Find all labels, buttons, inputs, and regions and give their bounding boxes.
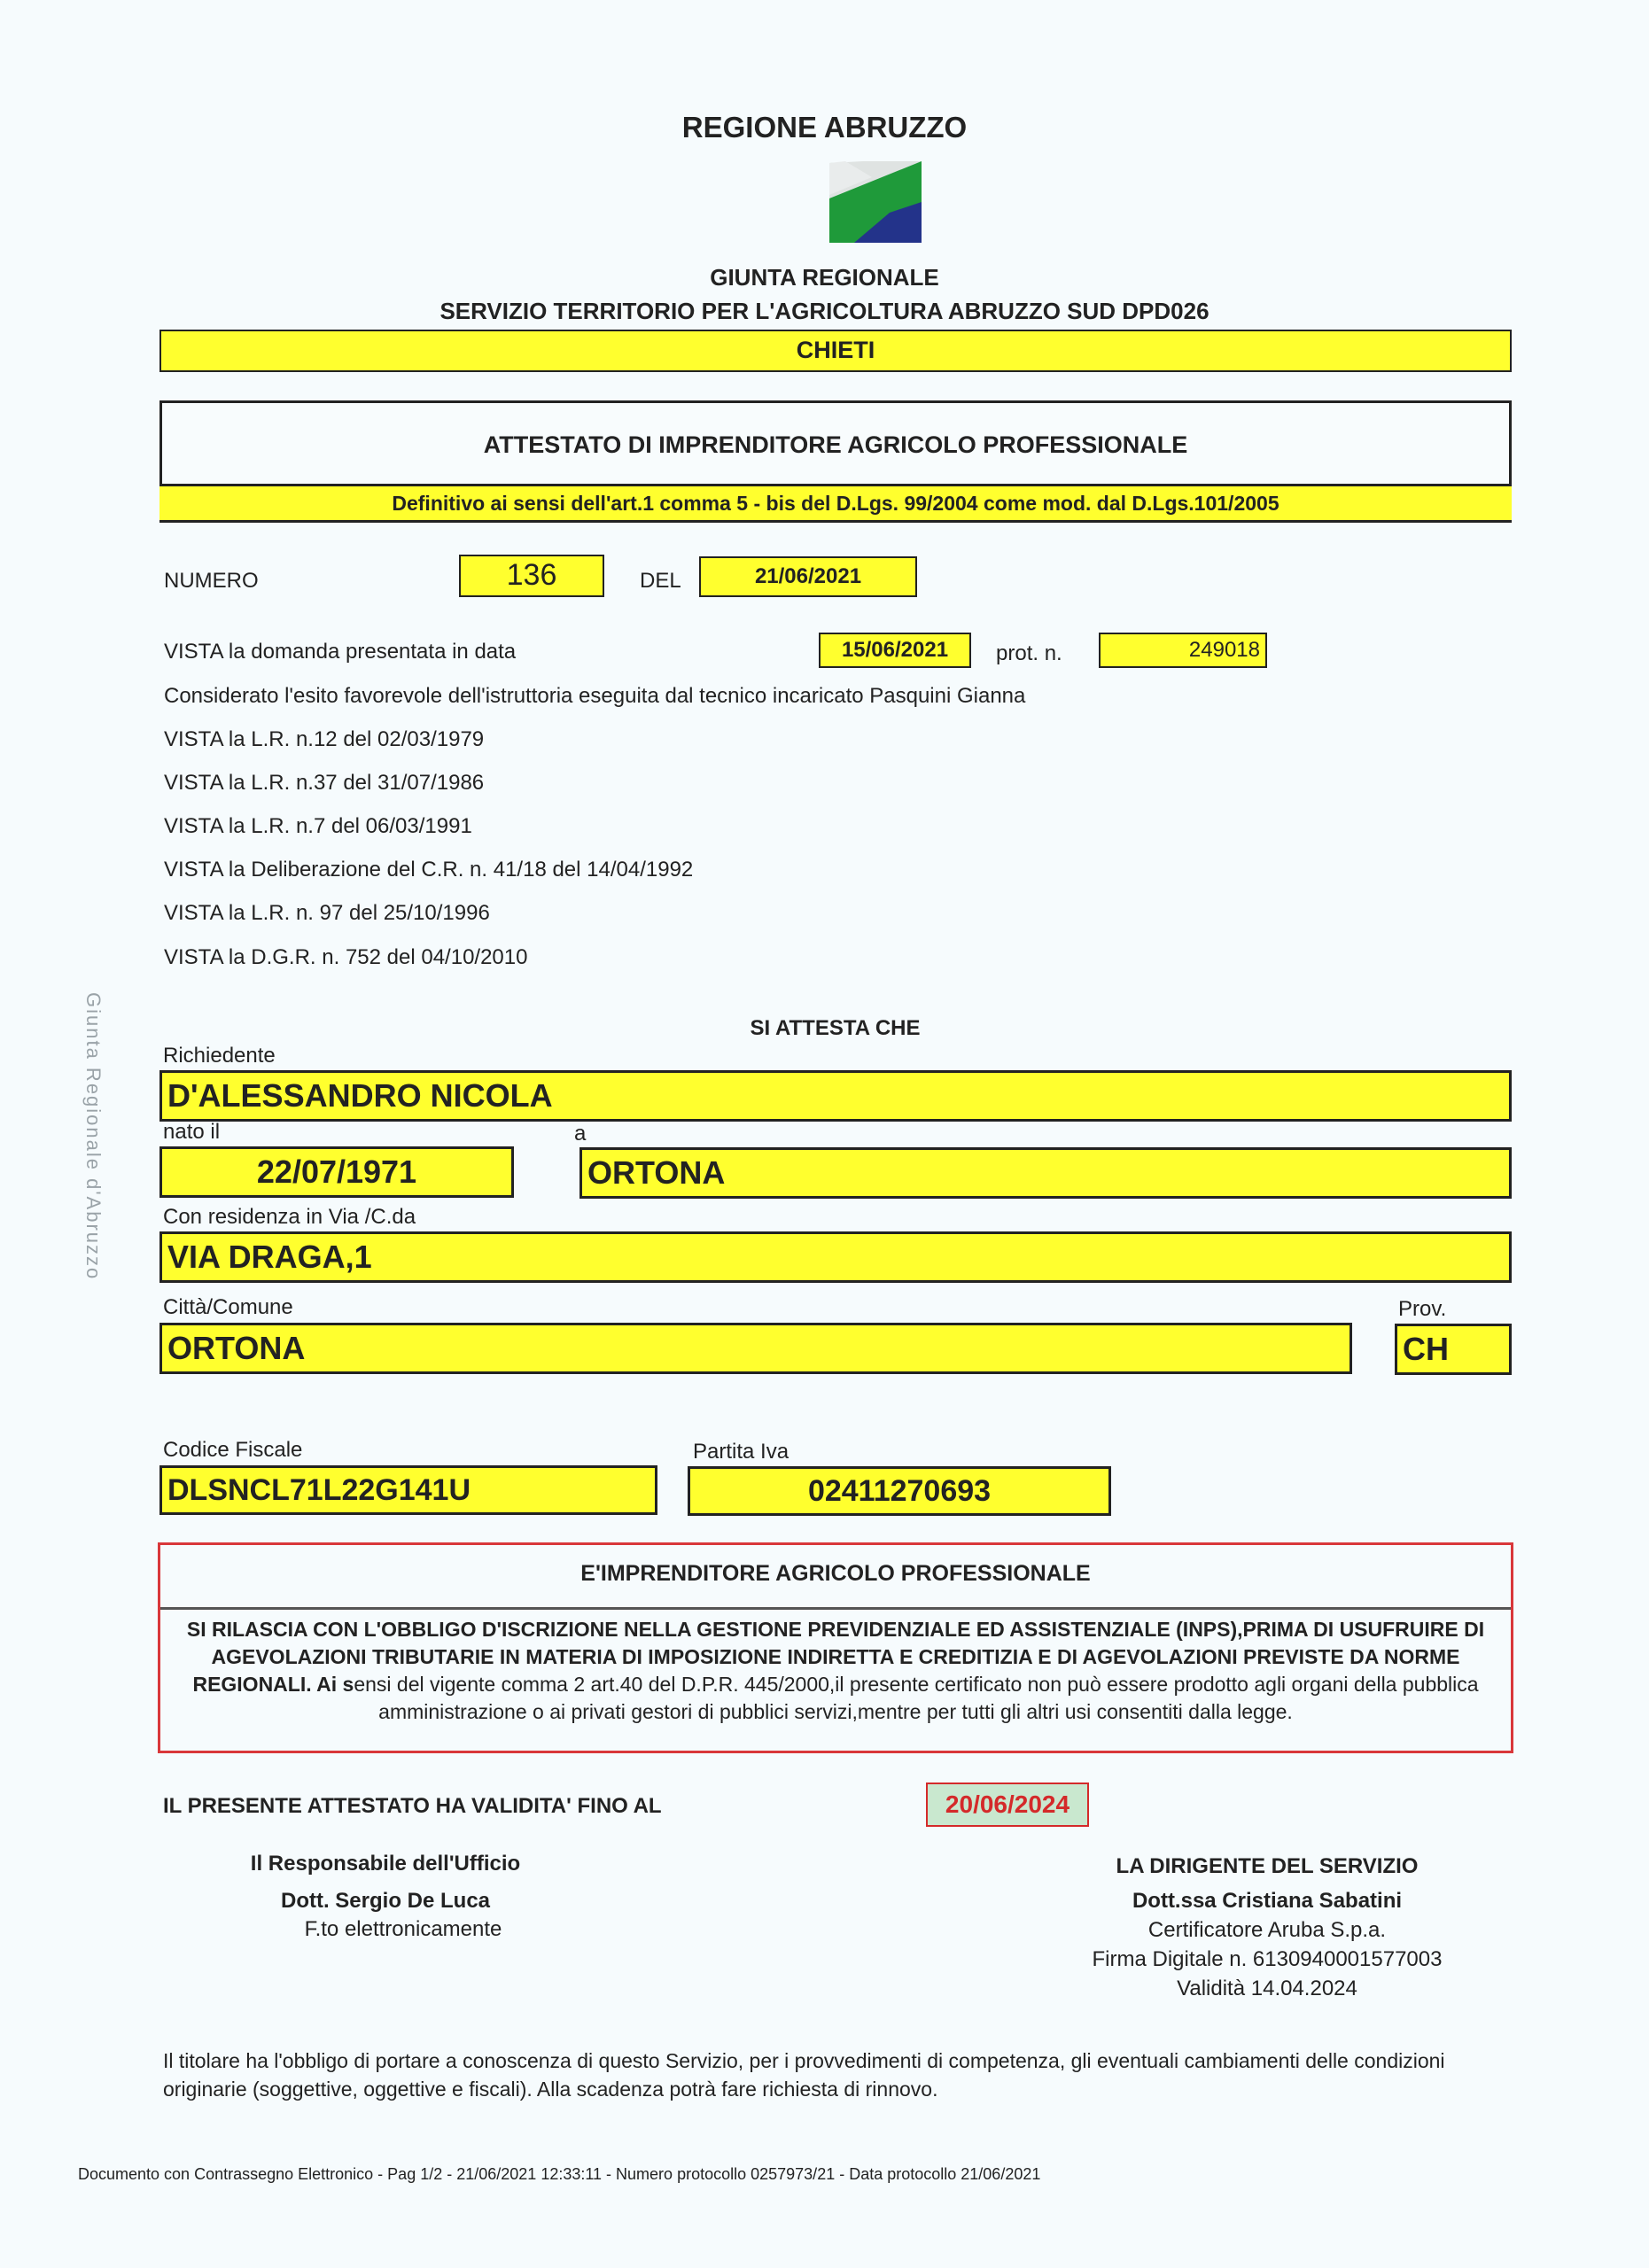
del-label: DEL bbox=[640, 569, 681, 593]
numero-date: 21/06/2021 bbox=[699, 556, 917, 597]
prot-label: prot. n. bbox=[996, 641, 1062, 665]
office-bar: CHIETI bbox=[159, 330, 1512, 372]
service-name: SERVIZIO TERRITORIO PER L'AGRICOLTURA ABRUZZO SUD DPD026 bbox=[439, 298, 1210, 324]
validity-label: IL PRESENTE ATTESTATO HA VALIDITA' FINO AL bbox=[163, 1794, 662, 1818]
left-signature-name: Dott. Sergio De Luca bbox=[280, 1889, 491, 1913]
right-signature-certifier: Certificatore Aruba S.p.a. bbox=[1147, 1918, 1387, 1942]
prov-label: Prov. bbox=[1398, 1297, 1447, 1321]
vista-item: VISTA la L.R. n.7 del 06/03/1991 bbox=[164, 814, 472, 838]
legal-basis-bar: Definitivo ai sensi dell'art.1 comma 5 - bis del D.Lgs. 99/2004 come mod. dal D.Lgs.101/2005 bbox=[159, 484, 1512, 523]
right-signature bbox=[1046, 1852, 1489, 2003]
considerato-text: Considerato l'esito favorevole dell'istruttoria eseguita dal tecnico incaricato Pasquini Gianna bbox=[164, 684, 1026, 708]
domanda-date: 15/06/2021 bbox=[819, 633, 971, 668]
certificate-title: ATTESTATO DI IMPRENDITORE AGRICOLO PROFESSIONALE bbox=[483, 431, 1188, 458]
a-label: a bbox=[574, 1122, 587, 1146]
title-box bbox=[159, 400, 1512, 523]
citta-label: Città/Comune bbox=[163, 1295, 293, 1319]
status-text-normal: ensi del vigente comma 2 art.40 del D.P.R. 445/2000,il presente certificato non può essere prodotto agli organi della pubblica amministrazione o ai privati gestori di pubblici servizi,mentre per tutti gli altri usi consentiti dalla legge. bbox=[354, 1673, 1479, 1723]
right-signature-number: Firma Digitale n. 6130940001577003 bbox=[1092, 1947, 1443, 1971]
city: ORTONA bbox=[159, 1323, 1352, 1374]
partita-iva: 02411270693 bbox=[688, 1466, 1111, 1516]
vista-item: VISTA la Deliberazione del C.R. n. 41/18 del 14/04/1992 bbox=[164, 858, 694, 882]
birth-place: ORTONA bbox=[579, 1147, 1512, 1199]
left-signature bbox=[195, 1852, 576, 1942]
address: VIA DRAGA,1 bbox=[159, 1231, 1512, 1283]
numero-value: 136 bbox=[459, 555, 604, 597]
richiedente-label: Richiedente bbox=[163, 1044, 276, 1068]
iva-label: Partita Iva bbox=[693, 1440, 789, 1464]
province: CH bbox=[1395, 1324, 1512, 1375]
residenza-label: Con residenza in Via /C.da bbox=[163, 1205, 416, 1229]
prot-number: 249018 bbox=[1099, 633, 1267, 668]
status-box bbox=[158, 1542, 1513, 1753]
giunta-regionale: GIUNTA REGIONALE bbox=[710, 264, 939, 291]
abruzzo-region-flag-icon bbox=[828, 158, 923, 243]
domanda-label: VISTA la domanda presentata in data bbox=[164, 640, 517, 664]
vista-item: VISTA la L.R. n.37 del 31/07/1986 bbox=[164, 771, 485, 795]
attesta-heading: SI ATTESTA CHE bbox=[750, 1016, 921, 1040]
status-text bbox=[171, 1616, 1500, 1726]
right-signature-name: Dott.ssa Cristiana Sabatini bbox=[1132, 1889, 1403, 1913]
codice-fiscale: DLSNCL71L22G141U bbox=[159, 1465, 657, 1515]
left-signature-role: Il Responsabile dell'Ufficio bbox=[250, 1852, 521, 1876]
status-text-bold: SI RILASCIA CON L'OBBLIGO D'ISCRIZIONE NELLA GESTIONE PREVIDENZIALE ED ASSISTENZIALE (INPS),PRIMA DI USUFRUIRE DI AGEVOLAZIONI TRIBUTARIE IN MATERIA DI IMPOSIZIONE INDIRETTA E CREDITIZIA E DI AGEVOLAZIONI PREVISTE DA NORME REGIONALI. Ai s bbox=[186, 1618, 1485, 1696]
numero-label: NUMERO bbox=[164, 569, 259, 593]
cf-label: Codice Fiscale bbox=[163, 1438, 303, 1462]
nato-label: nato il bbox=[163, 1120, 221, 1144]
vista-item: VISTA la L.R. n.12 del 02/03/1979 bbox=[164, 727, 485, 751]
applicant-name: D'ALESSANDRO NICOLA bbox=[159, 1070, 1512, 1122]
status-title: E'IMPRENDITORE AGRICOLO PROFESSIONALE bbox=[580, 1561, 1091, 1586]
status-divider bbox=[160, 1607, 1511, 1610]
left-signature-note: F.to elettronicamente bbox=[304, 1917, 502, 1941]
validity-date: 20/06/2024 bbox=[926, 1783, 1089, 1827]
protocol-footer: Documento con Contrassegno Elettronico - Pag 1/2 - 21/06/2021 12:33:11 - Numero protocollo 0257973/21 - Data protocollo 21/06/2021 bbox=[78, 2165, 1041, 2183]
right-signature-validity: Validità 14.04.2024 bbox=[1177, 1977, 1357, 2000]
side-watermark: Giunta Regionale d'Abruzzo bbox=[82, 992, 105, 1281]
renewal-notice: Il titolare ha l'obbligo di portare a conoscenza di questo Servizio, per i provvedimenti di competenza, gli eventuali cambiamenti delle condizioni originarie (soggettive, oggettive e fiscali). Alla scadenza potrà fare richiesta di rinnovo. bbox=[163, 2049, 1445, 2101]
birth-date: 22/07/1971 bbox=[159, 1146, 514, 1198]
right-signature-role: LA DIRIGENTE DEL SERVIZIO bbox=[1116, 1854, 1419, 1878]
vista-item: VISTA la D.G.R. n. 752 del 04/10/2010 bbox=[164, 945, 528, 969]
vista-item: VISTA la L.R. n. 97 del 25/10/1996 bbox=[164, 901, 490, 925]
region-title: REGIONE ABRUZZO bbox=[681, 111, 968, 144]
